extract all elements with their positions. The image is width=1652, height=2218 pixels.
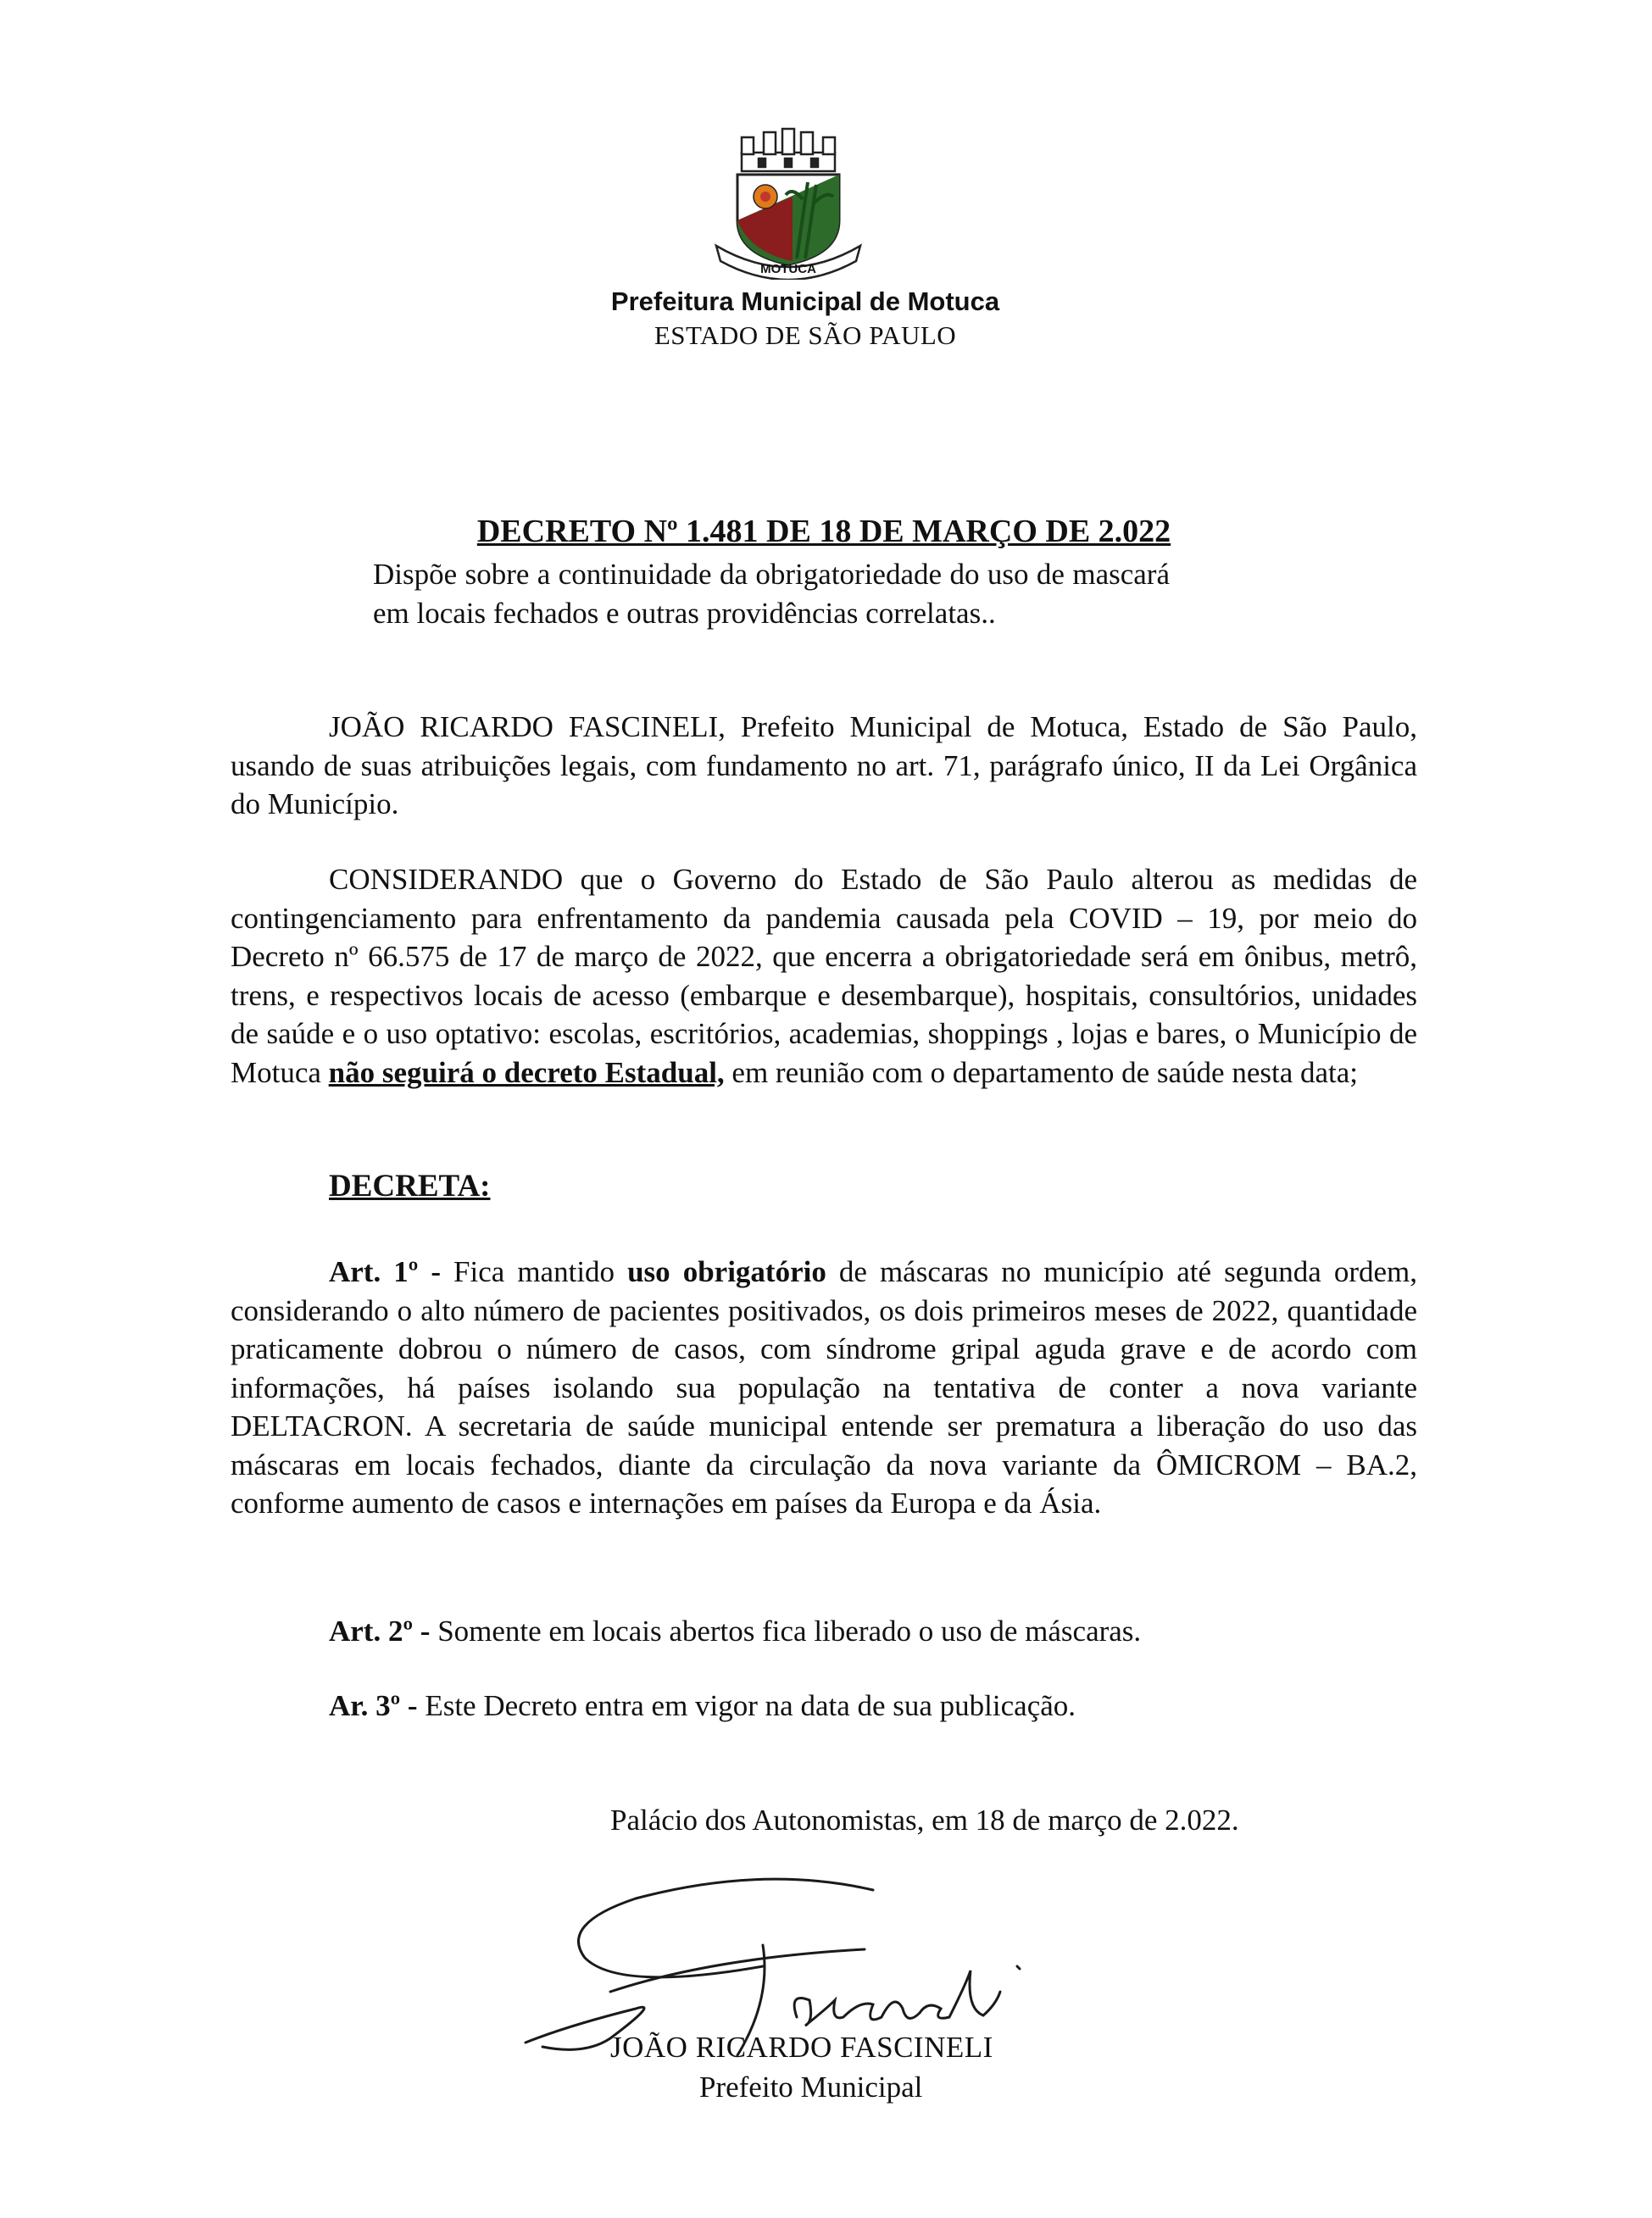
crest-banner-text: MOTUCA <box>760 262 816 276</box>
article-1-emphasis: uso obrigatório <box>627 1255 826 1288</box>
municipal-crest-logo <box>708 119 869 280</box>
article-3-text: Este Decreto entra em vigor na data de sua publicação. <box>417 1689 1076 1722</box>
preamble-paragraph: JOÃO RICARDO FASCINELI, Prefeito Municipal de Motuca, Estado de São Paulo, usando de suas atribuições legais, com fundamento no art. 71, parágrafo único, II da Lei Orgânica do Município. <box>231 710 1417 820</box>
institution-name: Prefeitura Municipal de Motuca <box>610 286 1000 316</box>
considerando-text-1: CONSIDERANDO que o Governo do Estado de São Paulo alterou as medidas de contingenciamento para enfrentamento da pandemia causada pela COVID – 19, por meio do Decreto nº 66.575 de 17 de março de 2022, que encerra a obrigatoriedade será em ônibus, metrô, trens, e respectivos locais de acesso (embarque e desembarque), hospitais, consultórios, unidades de saúde e o uso optativo: escolas, escritórios, academias, shoppings , lojas e bares, o Município de Motuca <box>231 863 1417 1089</box>
signatory-role: Prefeito Municipal <box>699 2071 923 2104</box>
considerando-text-2: em reunião com o departamento de saúde nesta data; <box>724 1055 1359 1089</box>
article-1-text-2: de máscaras no município até segunda ordem, considerando o alto número de pacientes positivados, os dois primeiros meses de 2022, quantidade praticamente dobrou o número de casos, com síndrome gripal aguda grave e de acordo com informações, há países isolando sua população na tentativa de conter a nova variante DELTACRON. A secretaria de saúde municipal entende ser prematura a liberação do uso das máscaras em locais fechados, diante da circulação da nova variante da ÔMICROM – BA.2, conforme aumento de casos e internações em países da Europa e da Ásia. <box>231 1255 1417 1520</box>
article-1 <box>231 1253 1417 1523</box>
signatory-name: JOÃO RICARDO FASCINELI <box>610 2031 993 2064</box>
decree-title: DECRETO Nº 1.481 DE 18 DE MARÇO DE 2.022 <box>476 514 1171 549</box>
crown-icon <box>742 129 835 171</box>
state-name: ESTADO DE SÃO PAULO <box>654 320 957 350</box>
article-3-label: Ar. 3º - <box>329 1689 418 1722</box>
article-2-text: Somente em locais abertos fica liberado o uso de máscaras. <box>430 1615 1142 1648</box>
decreta-heading: DECRETA: <box>329 1169 491 1204</box>
closing-place-date: Palácio dos Autonomistas, em 18 de março de 2.022. <box>610 1804 1239 1837</box>
considerando-emphasis: não seguirá o decreto Estadual, <box>328 1055 725 1089</box>
article-2-label: Art. 2º - <box>329 1615 431 1648</box>
article-1-text-1: Fica mantido <box>441 1255 628 1288</box>
decree-ementa: Dispõe sobre a continuidade da obrigatoriedade do uso de mascará em locais fechados e outras providências correlatas.. <box>373 558 1170 630</box>
considerando-paragraph <box>231 860 1417 1092</box>
article-3 <box>329 1689 1076 1723</box>
article-2 <box>329 1615 1141 1648</box>
sun-gear-icon <box>754 185 777 208</box>
article-1-label: Art. 1º - <box>329 1255 441 1288</box>
